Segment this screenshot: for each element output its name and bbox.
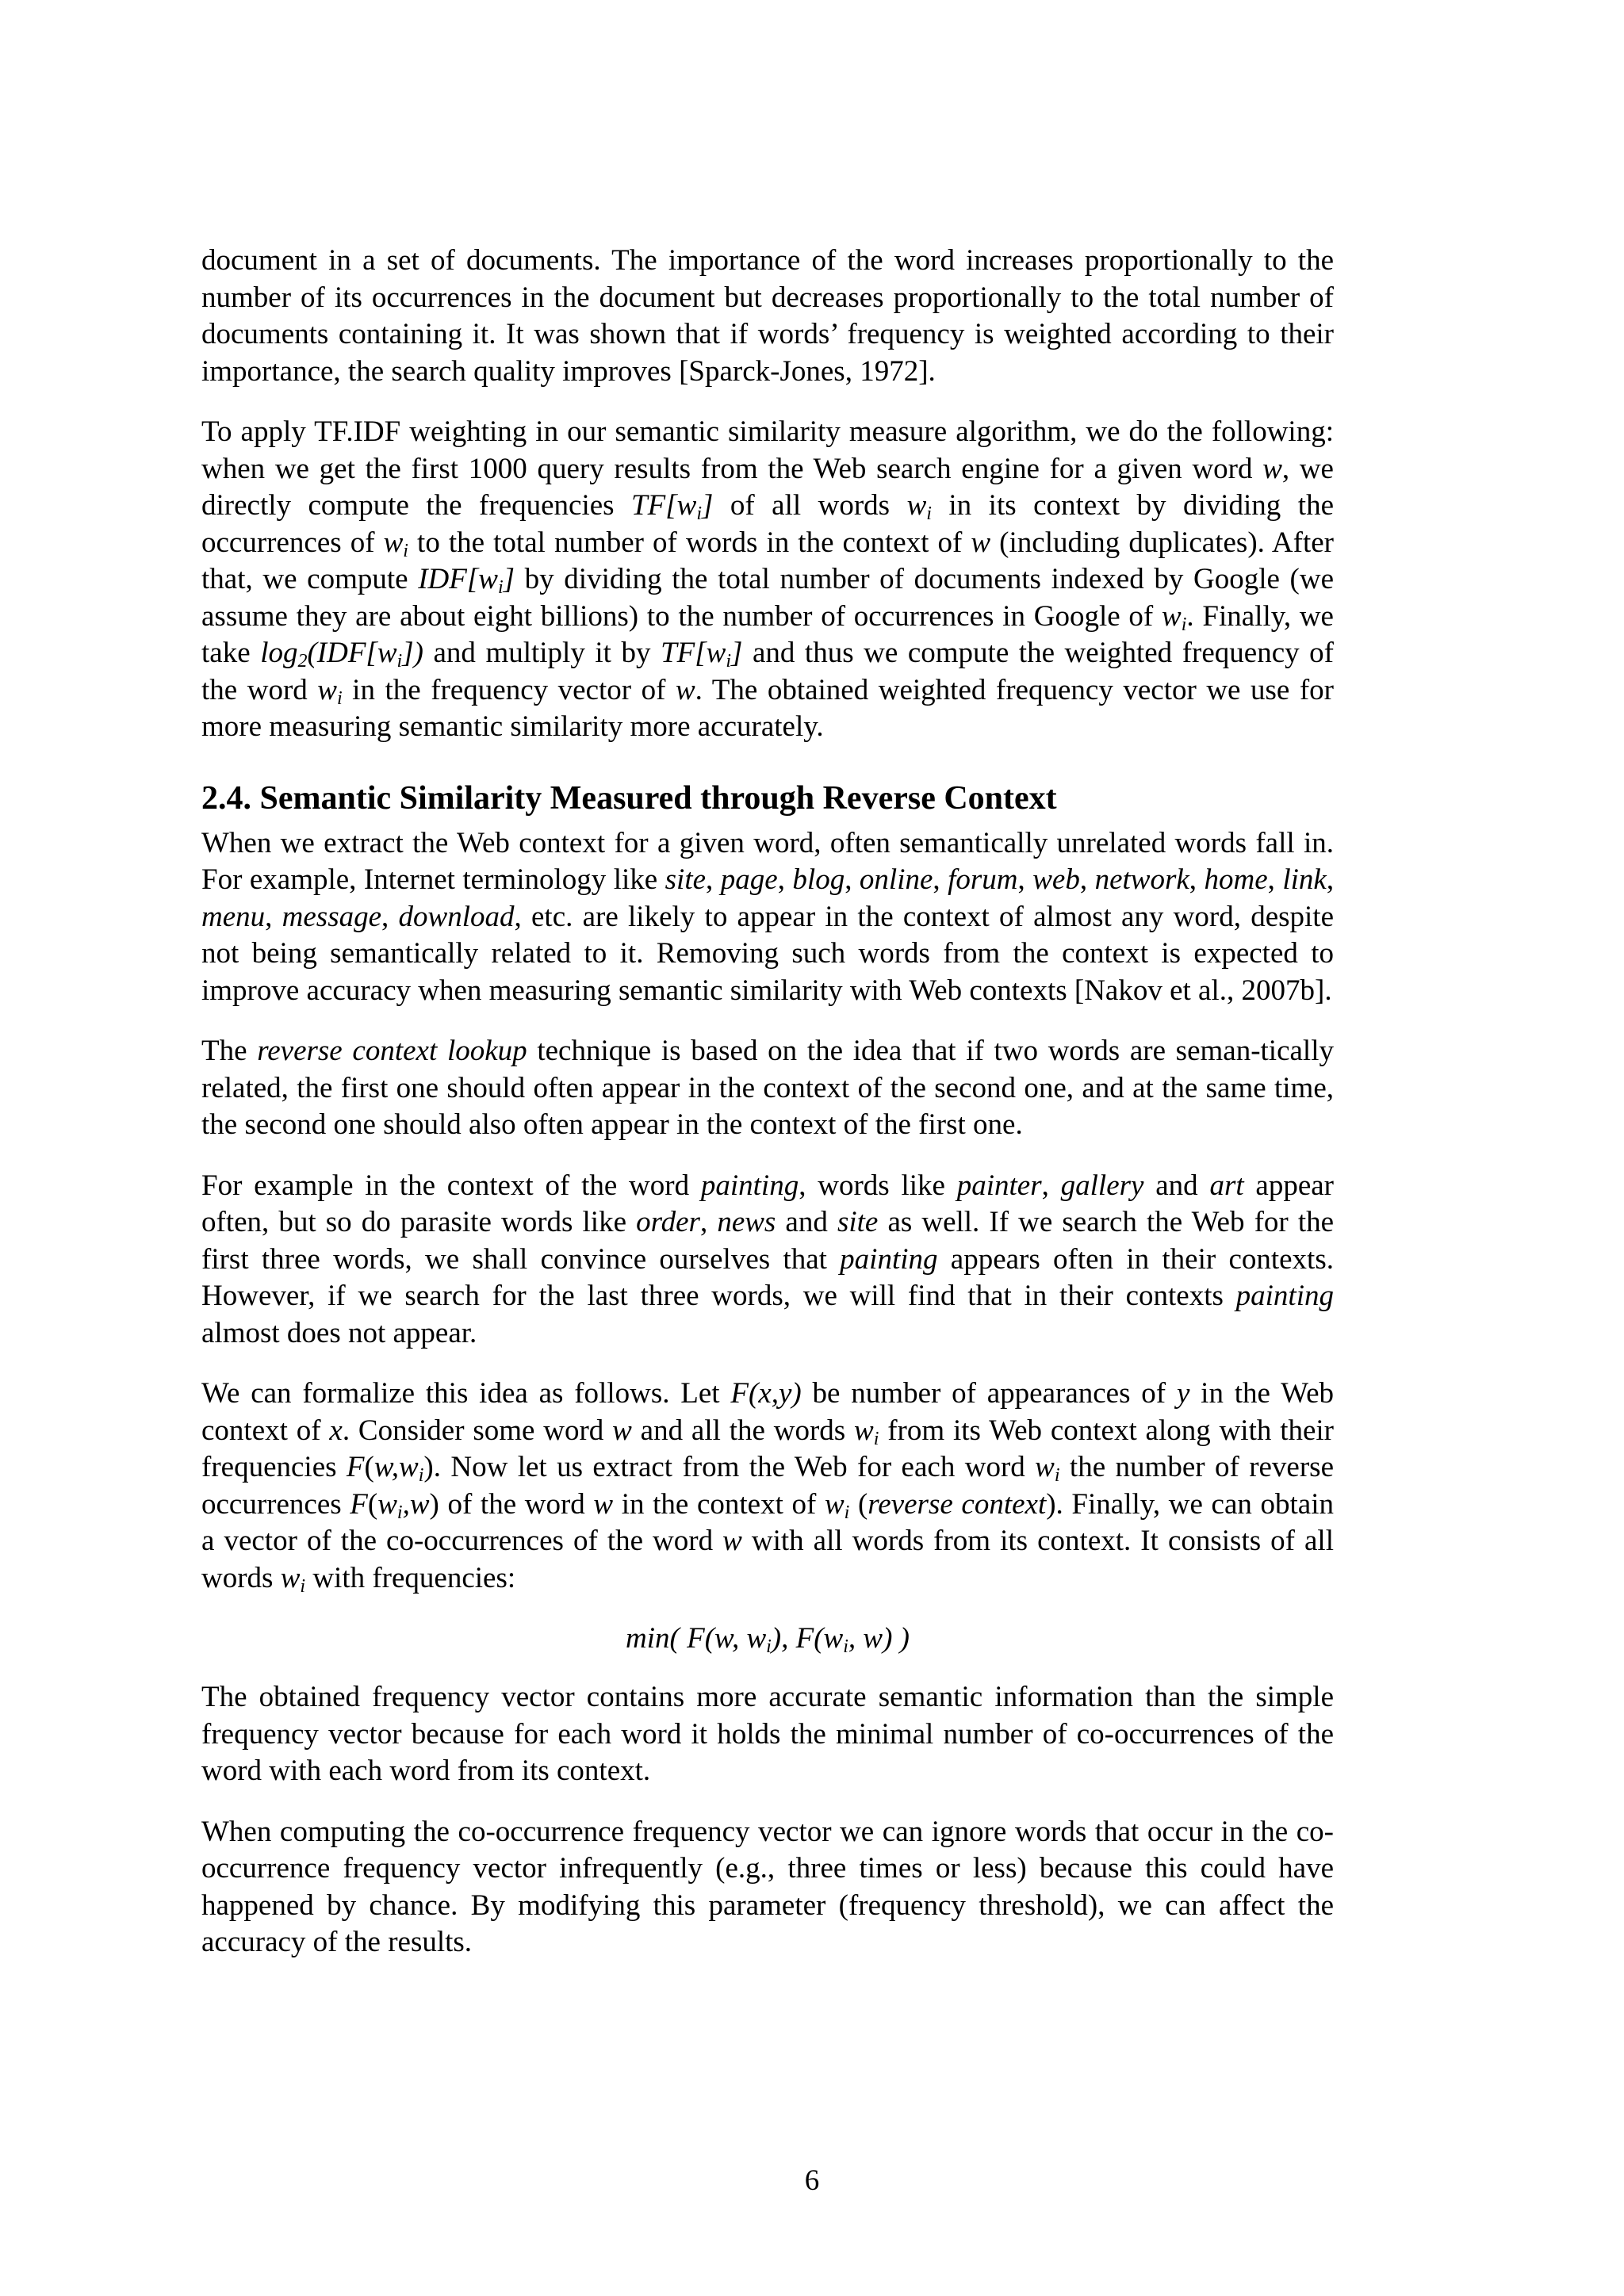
text: ] [701,489,714,522]
subscript: i [1054,1465,1060,1486]
var-w: w [593,1487,614,1521]
term: menu [201,900,266,933]
separator: , [777,863,793,896]
text: ( [367,1487,378,1521]
term: download [398,900,515,933]
text: ) [423,1451,434,1483]
tf-wi [631,489,713,522]
paragraph-formalization [201,1376,1334,1597]
text: We can formalize this idea as follows. Let [201,1377,731,1410]
term: news [717,1206,776,1238]
term: painting [1235,1280,1334,1312]
text: with frequencies: [305,1561,516,1594]
separator: , [265,900,282,933]
var-y: y [1176,1377,1190,1410]
text: and multiply it by [423,637,661,669]
text: and all the words [631,1414,855,1447]
var-wi [1162,600,1186,633]
term: home [1204,863,1268,896]
text: and thus we compute the weighted frequency of the word [201,637,1335,706]
var-w: w [1262,452,1282,485]
separator: , [845,863,860,896]
var-wi [280,1561,306,1597]
text: to the total number of words in the context of [408,526,971,559]
paragraph-web-context [201,825,1334,1010]
text: be number of appearances of [801,1377,1177,1410]
term: painting [840,1242,938,1276]
section-heading: 2.4. Semantic Similarity Measured through Reverse Context [201,779,1057,817]
separator: , [1041,1169,1061,1202]
text: w [824,1487,845,1521]
subscript: i [336,687,343,709]
subscript: i [873,1428,879,1449]
text: w [317,673,337,706]
text: appears often in their contexts. However, if we search for the last three words, we will find that in their contexts [201,1242,1334,1312]
var-wi [907,489,932,522]
term: link [1282,863,1327,896]
text: and [776,1206,837,1238]
text: To apply TF.IDF weighting in our semantic similarity measure algorithm, we do the following: when we get the first 1000 query results from the Web search engine for a given word [201,415,1334,485]
text: log [260,637,298,669]
separator: , [1079,863,1095,896]
text: , words like [799,1169,957,1202]
text: When we extract the Web context for a given word, often semantically unrelated words fall in. For example, Internet terminology like [201,826,1334,896]
separator: , [1267,863,1283,896]
subscript: i [1181,614,1187,635]
text: . The obtained weighted frequency vector we use for more measuring semantic similarity more accurately. [201,673,1334,743]
text: ( [849,1487,868,1521]
term: painter [956,1169,1042,1202]
term: online [859,863,933,896]
subscript: i [396,1502,403,1523]
text: ,w [402,1487,430,1521]
text: w,w [373,1451,419,1483]
term: page [720,863,778,896]
text: , etc. are likely to appear in the context of almost any word, despite not being semantically related to it. Removing such words from the context is expected to improve accuracy when measuring semantic similarity with Web contexts [Nakov et al., 2007b]. [201,900,1335,1007]
text: ), F(w [771,1622,844,1655]
subscript: i [926,503,932,524]
text: (including duplicates). After that, we compute [201,526,1334,595]
term: reverse context [868,1487,1047,1521]
text: w [377,1487,397,1521]
text: and [1143,1169,1210,1202]
page-number: 6 [804,2164,820,2197]
text: TF[w [661,637,726,669]
text: The [201,1035,258,1067]
text: w [906,489,927,522]
var-F: F [350,1487,368,1521]
var-x: x [329,1414,343,1447]
text: w [1162,599,1182,633]
text: , w) ) [848,1622,910,1655]
subscript: i [726,651,731,672]
separator: , [1189,863,1205,896]
separator: , [1326,863,1335,896]
subscript: 2 [297,651,308,672]
subscript: i [300,1575,306,1597]
text: . Now let us extract from the Web for each word [433,1451,1036,1483]
text: the number of reverse occurrences [201,1451,1334,1521]
formula-min [201,1621,1334,1657]
paragraph-frequency-threshold: When computing the co-occurrence frequency vector we can ignore words that occur in the co-occurrence frequency vector infrequently (e.g., three times or less) because this could have happened by chance. By modifying this parameter (frequency threshold), we can affect the accuracy of the results. [201,1815,1334,1958]
separator: , [1017,863,1033,896]
text: in the context of [613,1487,825,1521]
page-body [201,243,1334,1985]
var-wi [1035,1451,1060,1486]
text: ( [364,1451,374,1483]
subscript: i [844,1502,850,1523]
text: from its Web context along with their frequencies [201,1414,1334,1483]
text: in the Web context of [201,1377,1334,1447]
text: IDF[w [418,563,498,595]
text: as well. If we search the Web for the first three words, we shall convince ourselves that [201,1206,1335,1276]
var-wi-w [377,1488,429,1521]
paragraph-reverse-lookup [201,1033,1334,1144]
text: by dividing the total number of documents indexed by Google (we assume they are about eight billions) to the number of occurrences in Google of [201,563,1334,633]
term: forum [948,863,1018,896]
subscript: i [766,1636,772,1657]
term: painting [700,1169,799,1202]
text: almost does not appear. [201,1316,477,1349]
term: network [1094,863,1189,896]
term: order [636,1206,700,1238]
paragraph-painting-example [201,1168,1334,1353]
subscript: i [403,540,408,561]
term: site [665,863,707,896]
text: of all words [713,489,907,522]
text: ). Finally, we can obtain a vector of the co-occurrences of the word [201,1487,1334,1557]
var-F: F [730,1377,749,1410]
term: message [282,900,382,933]
subscript: i [396,651,403,672]
paragraph-tfidf-definition: document in a set of documents. The importance of the word increases proportionally to the number of its occurrences in the document but decreases proportionally to the total number of documents containing it. It was shown that if words’ frequency is weighted according to their importance, the search quality improves [Sparck-Jones, 1972]. [201,244,1334,388]
text: w [383,526,404,559]
subscript: i [497,577,504,598]
text: ] [731,637,743,669]
text: (IDF[w [307,637,397,669]
text: in the frequency vector of [342,673,676,706]
text: For example in the context of the word [201,1169,701,1202]
text: ) [429,1487,439,1521]
separator: , [706,863,721,896]
var-w: w [722,1525,742,1557]
separator: , [381,900,399,933]
var-xy: (x,y) [749,1377,802,1410]
term: art [1209,1169,1244,1202]
term: reverse context lookup [257,1035,527,1067]
text: w [280,1561,301,1594]
text: ] [503,563,515,595]
term: web [1032,863,1080,896]
paragraph-tfidf-application [201,414,1334,746]
subscript: i [843,1636,848,1657]
text: TF[w [631,489,697,522]
text: technique is based on the idea that if two words are seman-tically related, the first one should often appear in the context of the second one, and at the same time, the second one should also often appear in the context of the first one. [201,1035,1334,1141]
subscript: i [696,503,702,524]
var-wi [384,526,408,559]
text: min( F(w, w [626,1622,767,1655]
var-wi [825,1488,849,1521]
var-w: w [612,1414,632,1447]
term: blog [792,863,845,896]
var-F: F [346,1451,365,1483]
var-wi [317,673,343,709]
idf-wi [418,563,515,598]
var-w: w [971,526,991,559]
text: , we directly compute the frequencies [201,452,1334,522]
tf-wi [661,637,743,672]
var-w: w [675,673,695,706]
var-wi [854,1414,879,1447]
text: . Consider some word [342,1414,613,1447]
text: w [1035,1451,1055,1483]
text: . Finally, we take [201,599,1334,669]
term: site [837,1206,879,1238]
text: in its context by dividing the occurrences of [201,489,1334,559]
term: gallery [1060,1169,1144,1202]
text: w [854,1414,874,1447]
separator: , [699,1206,718,1238]
paragraph-vector-accuracy: The obtained frequency vector contains more accurate semantic information than the simple frequency vector because for each word it holds the minimal number of co-occurrences of the word with each word from its context. [201,1681,1334,1787]
var-w-wi [373,1451,424,1486]
text: of the word [439,1487,594,1521]
subscript: i [418,1465,424,1486]
text: appear often, but so do parasite words like [201,1169,1334,1238]
separator: , [933,863,948,896]
text: with all words from its context. It consists of all words [201,1525,1334,1594]
text: ]) [402,637,423,669]
log-idf [260,637,423,672]
